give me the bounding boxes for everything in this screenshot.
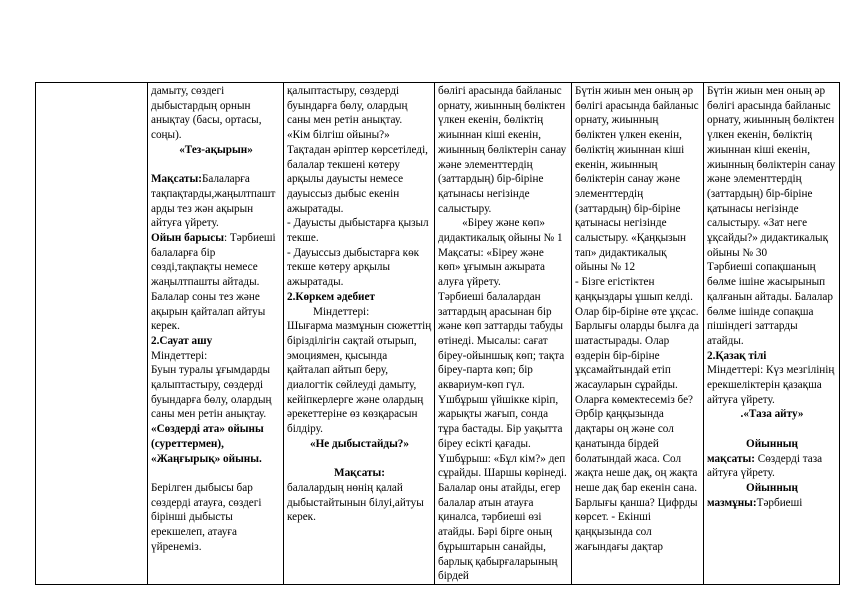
paragraph: Тәрбиеші балалардан заттардың арасынан бір және көп заттарды табуды өтінеді. Мысалы: сағат біреу-ойыншық көп; тақта біреу-парта көп; бір аквариум-көп гүл. Үшбұрыш үйшікке кіріп, жарықты жағып, сонда тұра бастады. Бір уақытта біреу есікті қағады. Үшбұрыш: «Бұл кім?» деп сұрайды. Шаршы көрінеді. Балалар оны атайды, егер балалар атын атауға қиналса, тәрбиеші өзі атайды. Бәрі бірге оның бұрыштарын санайды, барлық қабырғаларының бірдей	[438, 290, 567, 583]
content-paragraph	[707, 496, 837, 511]
section-heading: 2.Сауат ашу	[151, 334, 213, 347]
game-title: «Сөздерді ата» ойыны (суреттермен),	[151, 423, 264, 450]
game-title: «Біреу және көп»	[462, 217, 545, 230]
paragraph: дидактикалық ойыны № 1 Мақсаты: «Біреу және көп» ұғымын ажырата алуға үйрету.	[438, 232, 563, 289]
aim-label: Мақсаты:	[151, 173, 202, 186]
content-text: Тәрбиеші	[756, 496, 803, 509]
game-title: «Тез-ақырын»	[179, 143, 253, 156]
aim-paragraph	[151, 172, 281, 231]
aim-label: мақсаты:	[707, 452, 755, 465]
aim-label: Мақсаты:	[334, 467, 385, 480]
paragraph: - Дауыссыз дыбыстарға көк текше көтеру арқылы ажыратады.	[287, 246, 420, 289]
content-label: мазмұны:	[707, 496, 757, 509]
table-cell-col6	[704, 83, 840, 585]
table-cell-col2	[148, 83, 284, 585]
content-label: Ойынның	[746, 481, 798, 494]
section-heading: 2.Қазақ тілі	[707, 349, 767, 362]
section-heading: 2.Көркем әдебиет	[287, 290, 375, 303]
text-line: дамыту, сөздегі	[151, 85, 225, 97]
process-text: : Тәрбиеші балаларға бір сөзді,тақпақты немесе жаңылтпашты айтады. Балалар соны тез және ақырын қайталап айтуы керек.	[151, 232, 276, 333]
table-row	[36, 83, 840, 585]
aim-text: Сөздерді таза айтуға үйрету.	[707, 452, 823, 480]
paragraph: Бүтін жиын мен оның әр бөлігі арасында байланыс орнату, жиынның бөліктен үлкен екенін, бөліктің жиыннан кіші екенін, жиынның бөліктерін санау және элементтердің (заттардың) бір-біріне қатынасы негізінде салыстыру. «Қаңқызын тап» дидактикалық ойыны № 12	[575, 85, 699, 274]
paragraph: Берілген дыбысы бар сөздерді атауға, сөздегі бірінші дыбысты ерекшелеп, атауға үйренеміз.	[151, 481, 262, 553]
table-cell-col4	[435, 83, 572, 585]
tasks-text: Міндеттері: Күз мезгілінің ерекшеліктерін қазақша айтуға үйрету.	[707, 364, 835, 406]
table-cell-empty	[36, 83, 148, 585]
table-cell-col5	[572, 83, 704, 585]
process-label: Ойын барысы	[151, 232, 224, 245]
process-paragraph	[151, 231, 281, 334]
game-title: «Жаңғырық» ойыны.	[151, 452, 262, 465]
game-title: «Не дыбыстайды?»	[310, 437, 409, 450]
text-line: анықтау (басы, ортасы,	[151, 114, 262, 127]
paragraph: Бүтін жиын мен оның әр бөлігі арасында байланыс орнату, жиынның бөліктен үлкен екенін, бөліктің жиыннан кіші екенін, жиынның бөліктерін санау және элементтердің (заттардың) бір-біріне қатынасы негізінде салыстыру. «Зат неге ұқсайды?» дидактикалық ойыны № 30	[707, 85, 836, 259]
aim-text: Балаларға тақпақтарды,жаңылтпашт арды тез жән ақырын айтуға үйрету.	[151, 173, 276, 230]
tasks-label: Міндеттері:	[313, 305, 370, 318]
paragraph: Тақтадан әріптер көрсетіледі, балалар текшені көтеру арқылы дауысты немесе дауыссыз дыбыс екенін ажыратады.	[287, 143, 428, 215]
paragraph: бөлігі арасында байланыс орнату, жиынның бөліктен үлкен екенін, бөліктің жиыннан кіші екенін, жиынның бөліктерін санау және элементтердің (заттардың) бір-біріне қатынасы негізінде салыстыру.	[438, 85, 567, 215]
aim-text: балалардың нөнің қалай дыбыстайтынын білуі,айтуы керек.	[287, 481, 424, 524]
aim-label: Ойынның	[746, 437, 798, 450]
tasks-text: Буын туралы ұғымдарды қалыптастыру, сөздерді буындарға бөлу, олардың саны мен ретін анықтау.	[151, 364, 272, 421]
paragraph: қалыптастыру, сөздерді буындарға бөлу, олардың саны мен ретін анықтау.	[287, 85, 408, 127]
aim-paragraph	[707, 452, 837, 481]
text-line: дыбыстардың орнын	[151, 99, 251, 112]
game-title: .«Таза айту»	[740, 408, 804, 421]
game-title: «Кім білгіш ойыны?»	[287, 129, 390, 142]
paragraph: - Бізге егістіктен қаңқыздары ұшып келді. Олар бір-біріне өте ұқсас. Барлығы оларды былға да шатастырады. Олар өздерін бір-біріне ұқсамайтындай етіп жасауларын сұрайды. Оларға көмектесеміз бе? Әрбір қаңқызында дақтары оң және сол қанатында бірдей болатындай жаса. Сол жақта неше дақ, оң жақта неше дақ бар екенін сана. Барлығы қанша? Цифрды көрсет. - Екінші қаңқызында сол жағындағы дақтар	[575, 276, 700, 553]
lesson-plan-table	[35, 82, 840, 585]
paragraph: Тәрбиеші сопақшаның бөлме ішіне жасырынып қалғанын айтады. Балалар бөлме ішінде сопақша пішіндегі заттарды атайды.	[707, 261, 833, 347]
paragraph: - Дауысты дыбыстарға қызыл текше.	[287, 217, 429, 245]
tasks-label: Міндеттері:	[151, 349, 208, 362]
text-line: соңы).	[151, 129, 182, 142]
tasks-text: Шығарма мазмұнын сюжеттің бірізділігін сақтай отырып, эмоциямен, қысында қайталап айтып беру, диалогтік сөйлеуді дамыту, кейіпкерлерге және олардың әрекеттеріне өз көзқарасын білдіру.	[287, 320, 432, 436]
table-cell-col3	[284, 83, 435, 585]
